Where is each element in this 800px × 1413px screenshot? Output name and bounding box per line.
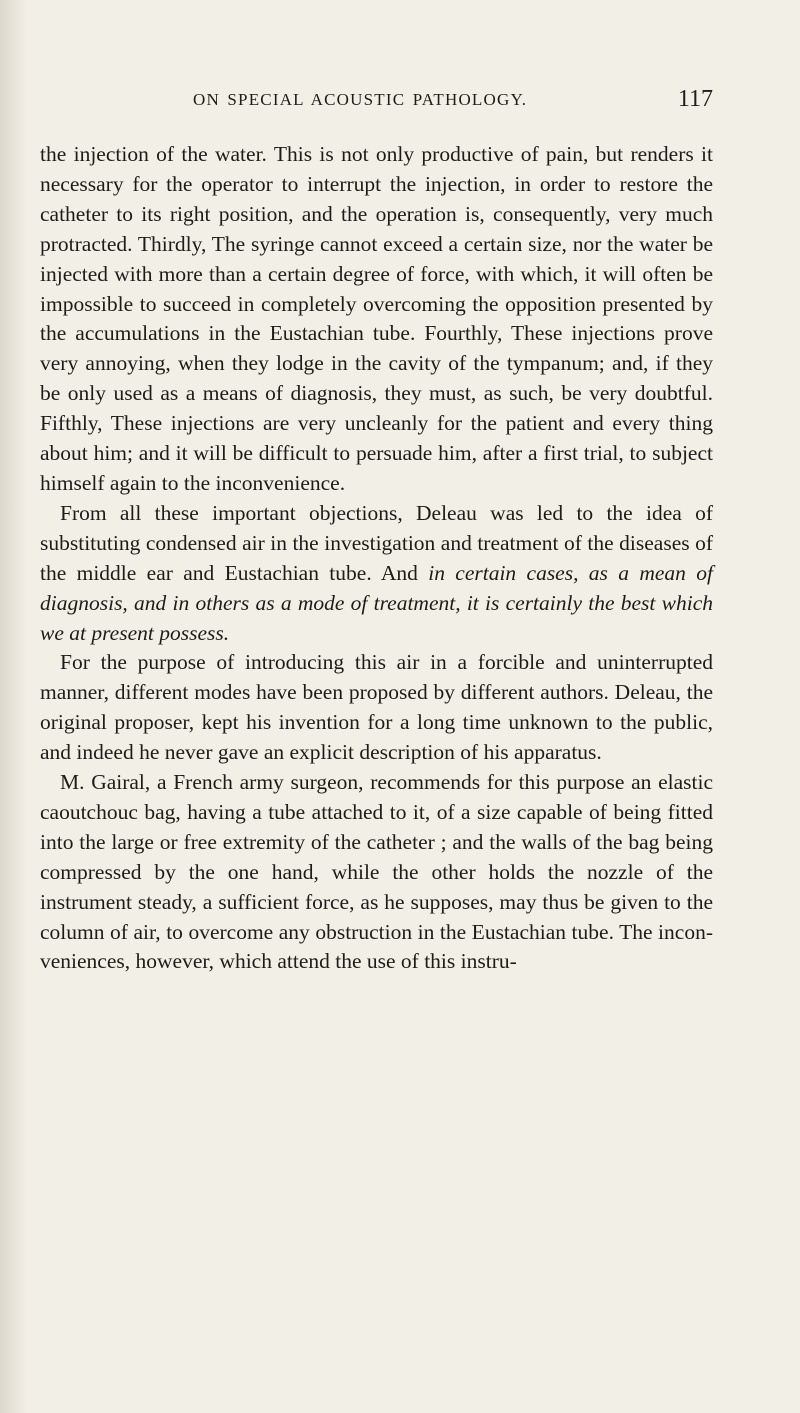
paragraph-text: From all these important objections, Deleau was led to the idea of substituting condensed air in the investigation and treatment of the diseases of the middle ear and Eustachian tube. And: [40, 500, 713, 585]
paragraph-continued: the injection of the water. This is not only productive of pain, but renders it necessary for the operator to interrupt the injection, in order to restore the catheter to its right position, and the operation is, consequently, very much protracted. Thirdly, The syringe cannot exceed a certain size, nor the water be injected with more than a certain degree of force, with which, it will often be impossible to succeed in completely overcoming the opposition presented by the accumulations in the Eustachian tube. Fourthly, These injections prove very annoying, when they lodge in the cavity of the tympanum; and, if they be only used as a means of diagnosis, they must, as such, be very doubtful. Fifthly, These injections are very uncleanly for the patient and every thing about him; and it will be difficult to persuade him, after a first trial, to subject himself again to the inconvenience.: [40, 142, 713, 495]
paragraph-purpose: For the purpose of introducing this air in a forcible and uninterrupted manner, different modes have been proposed by different authors. Deleau, the original proposer, kept his invention for a long time unknown to the public, and indeed he never gave an explicit description of his apparatus.: [40, 650, 713, 765]
running-head: [193, 86, 713, 120]
paragraph-deleau: [40, 499, 713, 649]
running-title: ON SPECIAL ACOUSTIC PATHOLOGY.: [193, 90, 528, 109]
italic-emphasis: in certain cases, as a mean of diagnosis, and in others as a mode of treatment, it is certainly the best which we at present possess.: [40, 560, 713, 645]
page-binding-shadow: [0, 0, 28, 1413]
paragraph-gairal: M. Gairal, a French army surgeon, recommends for this purpose an elastic caoutchouc bag, having a tube attached to it, of a size capable of being fitted into the large or free extremity of the catheter ; and the walls of the bag being compressed by the one hand, while the other holds the nozzle of the instrument steady, a sufficient force, as he supposes, may thus be given to the column of air, to overcome any obstruction in the Eustachian tube. The inconveniences, however, which attend the use of this instru-: [40, 770, 713, 974]
page-number: 117: [677, 86, 713, 112]
body-text: [40, 140, 713, 977]
